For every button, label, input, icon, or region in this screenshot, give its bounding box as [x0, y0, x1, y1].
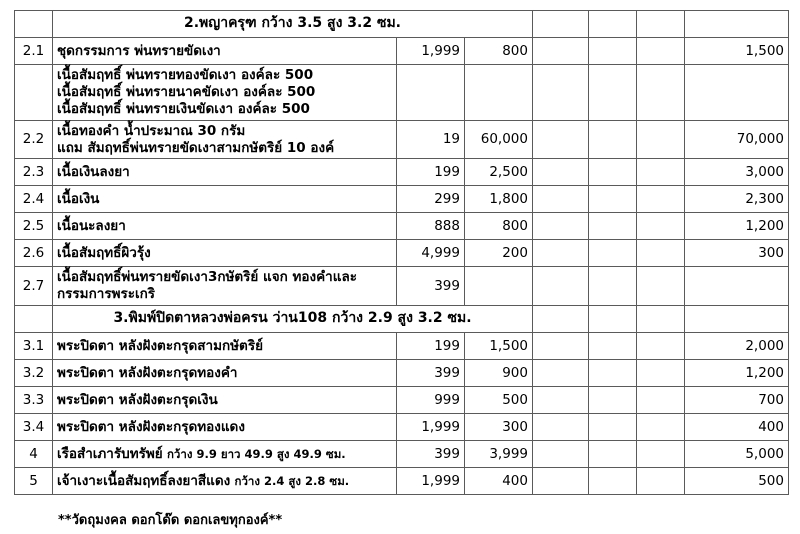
row-price: 200	[465, 240, 533, 267]
row-col-g	[637, 468, 685, 495]
row-col-g	[637, 213, 685, 240]
row-total: 2,000	[685, 333, 789, 360]
desc-line: เนื้อสัมฤทธิ์ พ่นทรายเงินขัดเงา องค์ละ 500	[57, 100, 310, 117]
row-col-f	[589, 468, 637, 495]
row-price: 300	[465, 414, 533, 441]
table-row	[15, 414, 789, 441]
row-total: 300	[685, 240, 789, 267]
row-col-g	[637, 186, 685, 213]
row-col-e	[533, 468, 589, 495]
row-description-dimensions: กว้าง 9.9 ยาว 49.9 สูง 49.9 ซม.	[166, 446, 346, 461]
row-col-e	[533, 38, 589, 65]
row-quantity: 19	[397, 120, 465, 159]
section-title-3: 3.พิมพ์ปิดตาหลวงพ่อครน ว่าน108 กว้าง 2.9 สูง 3.2 ซม.	[53, 306, 533, 333]
row-description: เนื้อเงินลงยา	[53, 159, 397, 186]
row-quantity: 1,999	[397, 414, 465, 441]
row-description-multiline	[53, 120, 397, 159]
row-price: 1,800	[465, 186, 533, 213]
section-cell-total	[685, 306, 789, 333]
row-total: 500	[685, 468, 789, 495]
row-col-g	[637, 441, 685, 468]
row-quantity	[397, 65, 465, 121]
row-total: 1,200	[685, 360, 789, 387]
section-row-number	[15, 11, 53, 38]
section-title-2: 2.พญาครุฑ กว้าง 3.5 สูง 3.2 ซม.	[53, 11, 533, 38]
row-col-e	[533, 441, 589, 468]
section-cell-g	[637, 11, 685, 38]
table-row	[15, 267, 789, 306]
row-col-g	[637, 267, 685, 306]
row-total: 2,300	[685, 186, 789, 213]
table-row	[15, 360, 789, 387]
row-description	[53, 441, 397, 468]
row-total: 3,000	[685, 159, 789, 186]
row-description-dimensions: กว้าง 2.4 สูง 2.8 ซม.	[234, 473, 350, 488]
row-quantity: 999	[397, 387, 465, 414]
row-col-e	[533, 65, 589, 121]
row-col-g	[637, 159, 685, 186]
row-total: 70,000	[685, 120, 789, 159]
row-col-f	[589, 267, 637, 306]
row-col-f	[589, 120, 637, 159]
row-quantity: 399	[397, 267, 465, 306]
top-spacer	[0, 0, 800, 4]
row-col-g	[637, 387, 685, 414]
row-price: 500	[465, 387, 533, 414]
row-price: 3,999	[465, 441, 533, 468]
row-description: พระปิดตา หลังฝังตะกรุดสามกษัตริย์	[53, 333, 397, 360]
row-col-e	[533, 120, 589, 159]
row-col-e	[533, 267, 589, 306]
row-description-main: เรือสำเภารับทรัพย์	[57, 445, 163, 462]
row-col-f	[589, 240, 637, 267]
row-price	[465, 65, 533, 121]
row-quantity: 4,999	[397, 240, 465, 267]
row-col-f	[589, 414, 637, 441]
row-col-g	[637, 414, 685, 441]
row-col-f	[589, 38, 637, 65]
desc-line: เนื้อสัมฤทธิ์ พ่นทรายทองขัดเงา องค์ละ 500	[57, 67, 314, 83]
section-header-row	[15, 11, 789, 38]
row-col-f	[589, 360, 637, 387]
table-row	[15, 38, 789, 65]
row-price: 2,500	[465, 159, 533, 186]
row-col-f	[589, 65, 637, 121]
row-number: 3.3	[15, 387, 53, 414]
section-header-row	[15, 306, 789, 333]
row-total: 1,500	[685, 38, 789, 65]
table-row	[15, 186, 789, 213]
row-price	[465, 267, 533, 306]
row-number: 2.4	[15, 186, 53, 213]
row-number	[15, 65, 53, 121]
section-cell-e	[533, 11, 589, 38]
desc-line: แถม สัมฤทธิ์พ่นทรายขัดเงาสามกษัตริย์ 10 องค์	[57, 139, 335, 156]
section-cell-f	[589, 306, 637, 333]
row-price: 800	[465, 213, 533, 240]
row-total: 1,200	[685, 213, 789, 240]
section-cell-g	[637, 306, 685, 333]
row-col-g	[637, 65, 685, 121]
row-description-main: เจ้าเงาะเนื้อสัมฤทธิ์ลงยาสีแดง	[57, 472, 231, 489]
row-quantity: 299	[397, 186, 465, 213]
section-cell-e	[533, 306, 589, 333]
row-number: 3.4	[15, 414, 53, 441]
row-number: 2.5	[15, 213, 53, 240]
row-total: 5,000	[685, 441, 789, 468]
row-description: เนื้อสัมฤทธิ์ผิวรุ้ง	[53, 240, 397, 267]
row-quantity: 199	[397, 159, 465, 186]
row-number: 3.2	[15, 360, 53, 387]
desc-line: เนื้อสัมฤทธิ์ พ่นทรายนาคขัดเงา องค์ละ 500	[57, 83, 316, 100]
row-number: 2.1	[15, 38, 53, 65]
table-row	[15, 387, 789, 414]
row-col-f	[589, 387, 637, 414]
row-description: พระปิดตา หลังฝังตะกรุดทองแดง	[53, 414, 397, 441]
table-row	[15, 333, 789, 360]
row-col-e	[533, 414, 589, 441]
row-description: เนื้อนะลงยา	[53, 213, 397, 240]
row-price: 60,000	[465, 120, 533, 159]
row-col-g	[637, 120, 685, 159]
row-col-f	[589, 333, 637, 360]
row-quantity: 888	[397, 213, 465, 240]
table-row	[15, 120, 789, 159]
row-col-g	[637, 38, 685, 65]
row-col-e	[533, 240, 589, 267]
row-col-e	[533, 333, 589, 360]
row-total	[685, 267, 789, 306]
row-description: ชุดกรรมการ พ่นทรายขัดเงา	[53, 38, 397, 65]
section-cell-total	[685, 11, 789, 38]
table-row	[15, 240, 789, 267]
table-row	[15, 441, 789, 468]
row-number: 2.6	[15, 240, 53, 267]
row-number: 5	[15, 468, 53, 495]
row-total	[685, 65, 789, 121]
row-total: 400	[685, 414, 789, 441]
row-number: 2.2	[15, 120, 53, 159]
row-col-g	[637, 333, 685, 360]
row-col-g	[637, 360, 685, 387]
row-col-e	[533, 186, 589, 213]
row-quantity: 399	[397, 441, 465, 468]
row-quantity: 399	[397, 360, 465, 387]
row-col-f	[589, 159, 637, 186]
row-description: พระปิดตา หลังฝังตะกรุดทองคำ	[53, 360, 397, 387]
section-cell-f	[589, 11, 637, 38]
price-table	[14, 10, 789, 495]
row-col-f	[589, 441, 637, 468]
table-row	[15, 65, 789, 121]
row-col-f	[589, 186, 637, 213]
table-row	[15, 468, 789, 495]
section-row-number	[15, 306, 53, 333]
row-description: เนื้อสัมฤทธิ์พ่นทรายขัดเงา3กษัตริย์ แจก ทองคำและกรรมการพระเกริ	[53, 267, 397, 306]
footnote: **วัดถุมงคล ดอกโด๊ด ดอกเลขทุกองค์**	[58, 513, 283, 529]
desc-line: เนื้อทองคำ น้ำประมาณ 30 กรัม	[57, 122, 246, 139]
row-price: 900	[465, 360, 533, 387]
row-number: 4	[15, 441, 53, 468]
row-description-multiline	[53, 65, 397, 121]
row-description: เนื้อเงิน	[53, 186, 397, 213]
row-number: 3.1	[15, 333, 53, 360]
row-col-e	[533, 360, 589, 387]
table-row	[15, 159, 789, 186]
row-quantity: 1,999	[397, 468, 465, 495]
row-total: 700	[685, 387, 789, 414]
row-number: 2.7	[15, 267, 53, 306]
row-price: 1,500	[465, 333, 533, 360]
row-number: 2.3	[15, 159, 53, 186]
row-col-e	[533, 213, 589, 240]
row-quantity: 1,999	[397, 38, 465, 65]
row-description	[53, 468, 397, 495]
row-col-f	[589, 213, 637, 240]
row-description: พระปิดตา หลังฝังตะกรุดเงิน	[53, 387, 397, 414]
row-quantity: 199	[397, 333, 465, 360]
row-col-g	[637, 240, 685, 267]
row-price: 800	[465, 38, 533, 65]
table-row	[15, 213, 789, 240]
row-col-e	[533, 387, 589, 414]
row-col-e	[533, 159, 589, 186]
row-price: 400	[465, 468, 533, 495]
